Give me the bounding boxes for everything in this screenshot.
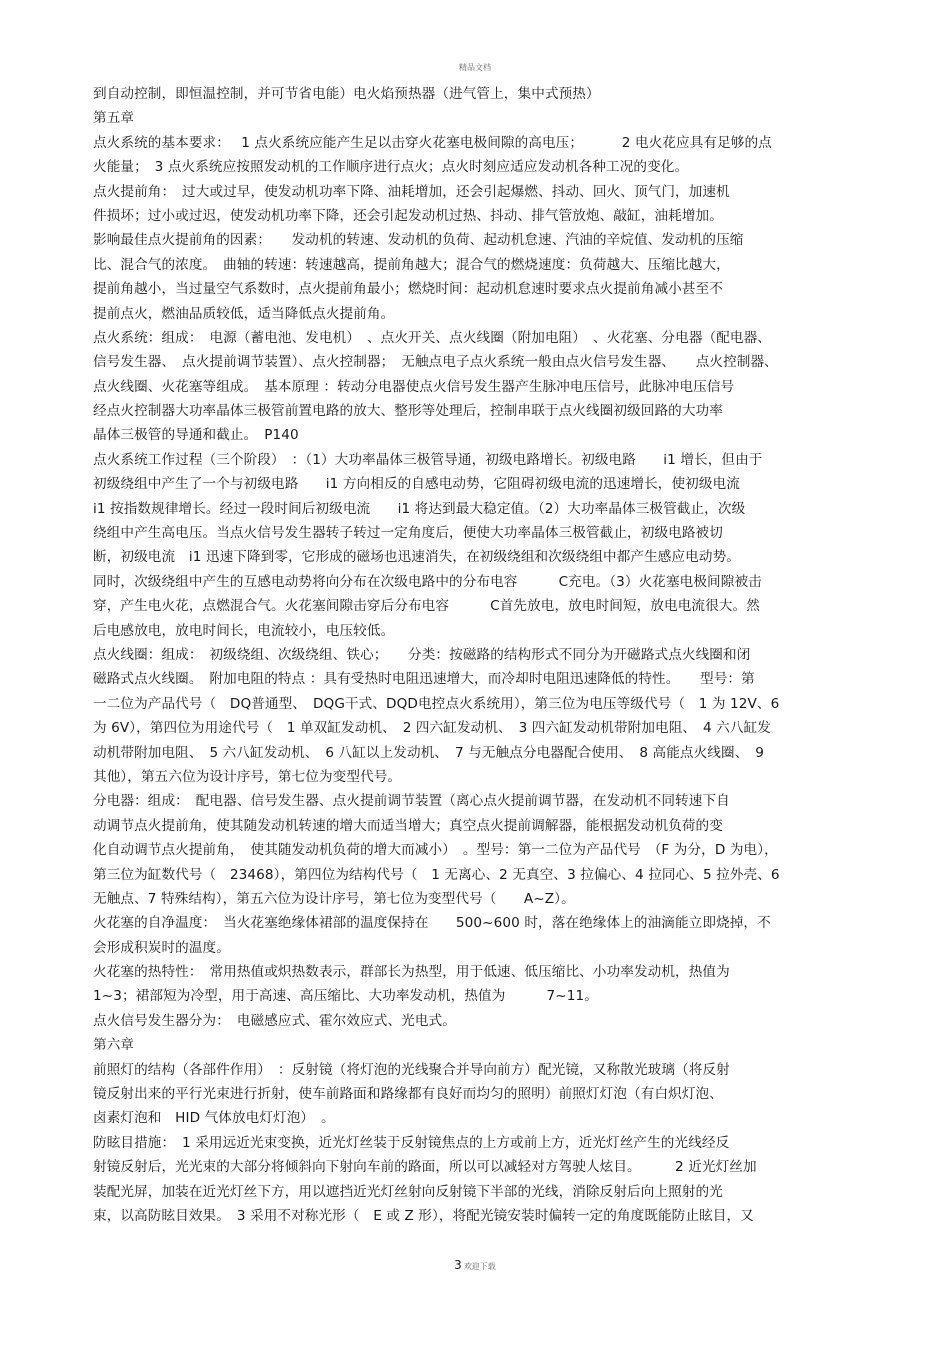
text-line: 断，初级电流 i1 迅速下降到零，它形成的磁场也迅速消失，在初级绕组和次级绕组中都产生感应电动势。 — [93, 549, 740, 566]
text-line: 卤素灯泡和 HID 气体放电灯灯泡） 。 — [93, 1110, 335, 1127]
text-line: 点火系统工作过程（三个阶段） ：（1）大功率晶体三极管导通，初级电路增长。初级电路 i1 增长，但由于 — [93, 451, 763, 468]
page-header: 精品文档 — [459, 63, 491, 72]
text-line: 穿，产生电火花，点燃混合气。火花塞间隙击穿后分布电容 C首先放电，放电时间短，放电电流很大。然 — [93, 598, 760, 615]
text-line: 比、混合气的浓度。 曲轴的转速：转速越高，提前角越大；混合气的燃烧速度：负荷越大、压缩比越大， — [93, 256, 730, 273]
text-line: 初级绕组中产生了一个与初级电路 i1 方向相反的自感电动势，它阻碍初级电流的迅速增长，使初级电流 — [93, 476, 740, 493]
text-line: 经点火控制器大功率晶体三极管前置电路的放大、整形等处理后，控制串联于点火线圈初级回路的大功率 — [93, 403, 723, 420]
chapter-heading: 第六章 — [93, 1037, 135, 1054]
text-line: 点火信号发生器分为： 电磁感应式、霍尔效应式、光电式。 — [93, 1012, 456, 1029]
text-line: 防眩目措施： 1 采用远近光束变换，近光灯丝装于反射镜焦点的上方或前上方，近光灯丝产生的光线经反 — [93, 1134, 730, 1151]
text-line: 镜反射出来的平行光束进行折射，使车前路面和路缘都有良好而均匀的照明）前照灯灯泡（有白炽灯泡、 — [93, 1086, 723, 1103]
page-number: 3 — [454, 1258, 462, 1272]
text-line: 动调节点火提前角，使其随发动机转速的增大而适当增大；真空点火提前调解器，能根据发动机负荷的变 — [93, 817, 723, 834]
text-line: 影响最佳点火提前角的因素： 发动机的转速、发动机的负荷、起动机怠速、汽油的辛烷值、发动机的压缩 — [93, 232, 744, 249]
text-line: 第三位为缸数代号（ 23468），第四位为结构代号（ 1 无离心、2 无真空、3 拉偏心、4 拉同心、5 拉外壳、6 — [93, 866, 780, 883]
text-line: 无触点、7 特殊结构），第五六位为设计序号，第七位为变型代号（ A~Z）。 — [93, 890, 575, 907]
text-line: 装配光屏，加装在近光灯丝下方，用以遮挡近光灯丝射向反射镜下半部的光线，消除反射后向上照射的光 — [93, 1183, 723, 1200]
text-line: 同时，次级绕组中产生的互感电动势将向分布在次级电路中的分布电容 C充电。（3）火花塞电极间隙被击 — [93, 573, 762, 590]
text-line: 点火线圈：组成： 初级绕组、次级绕组、铁心； 分类：按磁路的结构形式不同分为开磁路式点火线圈和闭 — [93, 646, 751, 663]
page-footer — [0, 1258, 950, 1272]
text-line: 动机带附加电阻、 5 六八缸发动机、 6 八缸以上发动机、 7 与无触点分电器配合使用、 8 高能点火线圈、 9 — [93, 744, 765, 761]
text-line: 点火线圈、火花塞等组成。 基本原理 ：转动分电器使点火信号发生器产生脉冲电压信号，此脉冲电压信号 — [93, 378, 735, 395]
text-line: 前照灯的结构（各部件作用） ：反射镜（将灯泡的光线聚合并导向前方）配光镜，又称散光玻璃（将反射 — [93, 1061, 730, 1078]
document-body — [93, 82, 868, 1228]
text-line: 点火系统：组成： 电源（蓄电池、发电机） 、点火开关、点火线圈（附加电阻） 、火花塞、分电器（配电器、 — [93, 329, 771, 346]
text-line: 到自动控制，即恒温控制，并可节省电能）电火焰预热器（进气管上，集中式预热） — [93, 86, 600, 102]
text-line: 为 6V），第四位为用途代号（ 1 单双缸发动机、 2 四六缸发动机、 3 四六缸发动机带附加电阻、 4 六八缸发 — [93, 720, 771, 737]
text-line: 件损坏；过小或过迟，使发动机功率下降，还会引起发动机过热、抖动、排气管放炮、敲缸，油耗增加。 — [93, 207, 723, 224]
text-line: 信号发生器、 点火提前调节装置）、点火控制器； 无触点电子点火系统一般由点火信号发生器、 点火控制器、 — [93, 354, 778, 371]
text-line: 火花塞的自净温度： 当火花塞绝缘体裙部的温度保持在 500~600 时，落在绝缘体上的油滴能立即烧掉，不 — [93, 915, 771, 932]
text-line: 磁路式点火线圈。 附加电阻的特点 ：具有受热时电阻迅速增大，而冷却时电阻迅速降低的特性。 型号：第 — [93, 671, 755, 688]
footer-label: 欢迎下载 — [463, 1262, 496, 1271]
text-line: 晶体三极管的导通和截止。 P140 — [93, 427, 299, 444]
text-line: 绕组中产生高电压。当点火信号发生器转子转过一定角度后，便使大功率晶体三极管截止，初级电路被切 — [93, 525, 723, 542]
text-line: 后电感放电，放电时间长，电流较小，电压较低。 — [93, 622, 395, 639]
text-line: 化自动调节点火提前角， 使其随发动机负荷的增大而减小） 。型号：第一二位为产品代号 （F 为分，D 为电）， — [93, 842, 778, 859]
text-line: 火能量； 3 点火系统应按照发动机的工作顺序进行点火；点火时刻应适应发动机各种工况的变化。 — [93, 159, 689, 176]
text-line: 分电器：组成： 配电器、信号发生器、点火提前调节装置（离心点火提前调节器，在发动机不同转速下自 — [93, 793, 730, 810]
text-line: 会形成积炭时的温度。 — [93, 939, 230, 956]
text-line: 提前角越小，当过量空气系数时，点火提前角最小；燃烧时间：起动机怠速时要求点火提前角减小甚至不 — [93, 281, 723, 298]
text-line: 1~3；裙部短为冷型，用于高速、高压缩比、大功率发动机，热值为 7~11。 — [93, 988, 598, 1005]
text-line: 一二位为产品代号（ DQ普通型、 DQG干式、DQD电控点火系统用），第三位为电压等级代号（ 1 为 12V、6 — [93, 695, 780, 712]
text-line: i1 按指数规律增长。经过一段时间后初级电流 i1 将达到最大稳定值。（2）大功率晶体三极管截止，次级 — [93, 500, 746, 517]
text-line: 点火系统的基本要求： 1 点火系统应能产生足以击穿火花塞电极间隙的高电压； 2 电火花应具有足够的点 — [93, 134, 772, 151]
chapter-heading: 第五章 — [93, 110, 135, 127]
text-line: 射镜反射后，光光束的大部分将倾斜向下射向车前的路面，所以可以减轻对方驾驶人炫目。 2 近光灯丝加 — [93, 1159, 757, 1176]
text-line: 提前点火，燃油品质较低，适当降低点火提前角。 — [93, 305, 395, 322]
text-line: 其他），第五六位为设计序号，第七位为变型代号。 — [93, 768, 402, 785]
text-line: 点火提前角： 过大或过早，使发动机功率下降、油耗增加，还会引起爆燃、抖动、回火、顶气门，加速机 — [93, 183, 730, 200]
text-line: 火花塞的热特性： 常用热值或炽热数表示，群部长为热型，用于低速、低压缩比、小功率发动机，热值为 — [93, 964, 730, 981]
text-line: 束，以高防眩目效果。 3 采用不对称光形（ E 或 Z 形），将配光镜安装时偏转一定的角度既能防止眩目，又 — [93, 1207, 754, 1224]
